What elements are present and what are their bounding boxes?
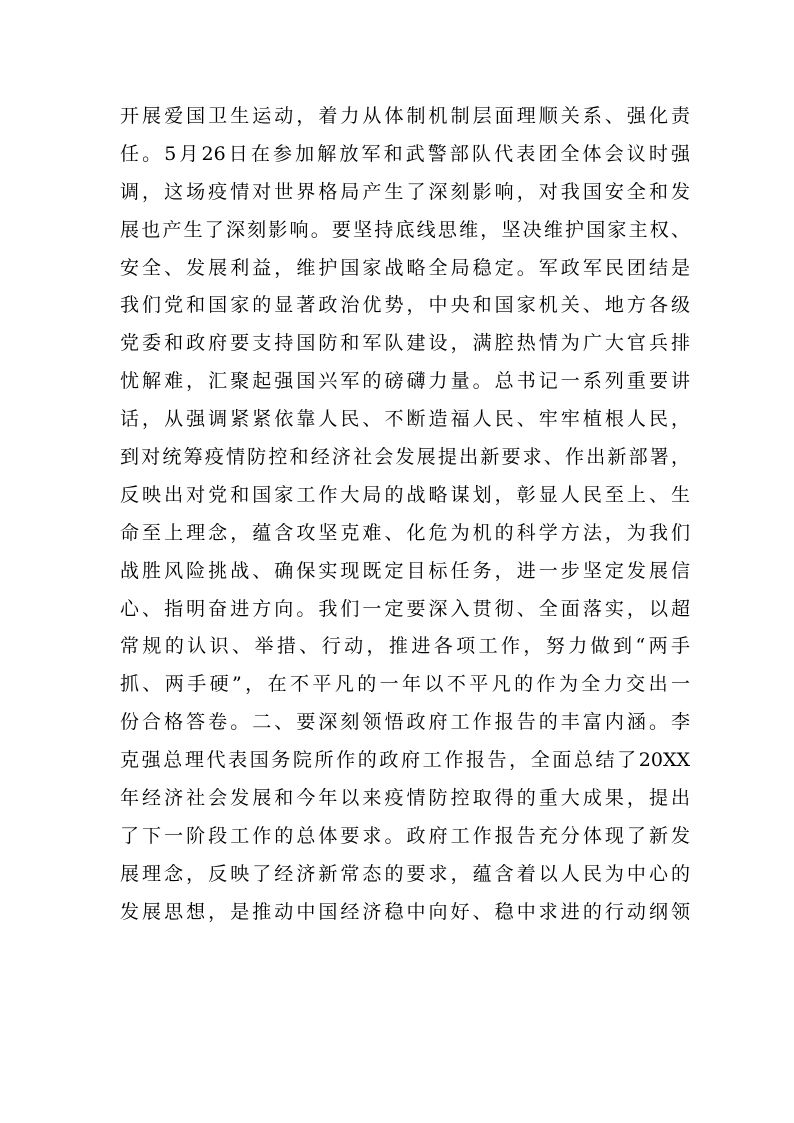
text-line: 发展思想，是推动中国经济稳中向好、稳中求进的行动纲领 [120,900,690,923]
text-line: 党委和政府要支持国防和军队建设，满腔热情为广大官兵排 [120,332,690,355]
text-line: 安全、发展利益，维护国家战略全局稳定。军政军民团结是 [120,256,690,279]
text-line: 心、指明奋进方向。我们一定要深入贯彻、全面落实，以超 [120,597,690,620]
text-line: 克强总理代表国务院所作的政府工作报告，全面总结了20XX [120,749,690,772]
text-line: 话，从强调紧紧依靠人民、不断造福人民、牢牢植根人民， [120,408,690,431]
body-text [120,98,690,932]
text-line: 忧解难，汇聚起强国兴军的磅礴力量。总书记一系列重要讲 [120,370,690,393]
text-line: 展也产生了深刻影响。要坚持底线思维，坚决维护国家主权、 [120,218,690,241]
text-line: 了下一阶段工作的总体要求。政府工作报告充分体现了新发 [120,824,690,847]
text-line: 反映出对党和国家工作大局的战略谋划，彰显人民至上、生 [120,483,690,506]
text-line: 抓、两手硬”，在不平凡的一年以不平凡的作为全力交出一 [120,673,690,696]
text-line: 任。5月26日在参加解放军和武警部队代表团全体会议时强 [120,142,690,165]
text-line: 命至上理念，蕴含攻坚克难、化危为机的科学方法，为我们 [120,521,690,544]
text-line: 展理念，反映了经济新常态的要求，蕴含着以人民为中心的 [120,862,690,885]
text-line: 到对统筹疫情防控和经济社会发展提出新要求、作出新部署， [120,446,690,469]
text-line: 调，这场疫情对世界格局产生了深刻影响，对我国安全和发 [120,180,690,203]
text-line: 战胜风险挑战、确保实现既定目标任务，进一步坚定发展信 [120,559,690,582]
text-line: 份合格答卷。二、要深刻领悟政府工作报告的丰富内涵。李 [120,711,690,734]
text-line: 我们党和国家的显著政治优势，中央和国家机关、地方各级 [120,294,690,317]
text-line: 开展爱国卫生运动，着力从体制机制层面理顺关系、强化责 [120,105,690,127]
text-line: 年经济社会发展和今年以来疫情防控取得的重大成果，提出 [120,787,690,810]
text-line: 常规的认识、举措、行动，推进各项工作，努力做到“两手 [120,635,690,658]
